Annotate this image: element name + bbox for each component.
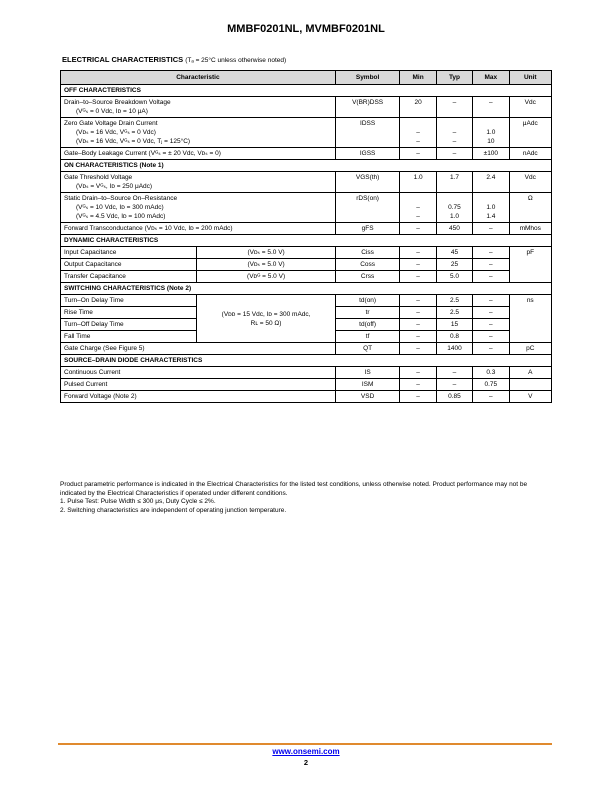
- disclaimer-text: Product parametric performance is indicated in the Electrical Characteristics for the listed test conditions, unless otherwise noted. Product performance may not be indicated by the Electrical Characteristics if operated under different conditions.: [60, 481, 528, 497]
- table-header-row: [61, 71, 552, 85]
- col-header-min: Min: [400, 71, 436, 85]
- section-title-text: ELECTRICAL CHARACTERISTICS: [62, 55, 184, 64]
- table-row: Output Capacitance (Vᴅₛ = 5.0 V) Coss – 25 –: [61, 259, 552, 271]
- electrical-characteristics-table: [60, 70, 552, 403]
- table-row: Forward Voltage (Note 2) VSD – 0.85 – V: [61, 391, 552, 403]
- table-row: Gate Threshold Voltage (Vᴅₛ = Vᴳₛ, Iᴅ = 250 μAdc) VGS(th) 1.0 1.7 2.4 Vdc: [61, 172, 552, 193]
- table-row: Forward Transconductance (Vᴅₛ = 10 Vdc, Iᴅ = 200 mAdc) gFS – 450 – mMhos: [61, 223, 552, 235]
- col-header-unit: Unit: [509, 71, 551, 85]
- group-header-on: ON CHARACTERISTICS (Note 1): [61, 160, 552, 172]
- table-row: Gate–Body Leakage Current (Vᴳₛ = ± 20 Vdc, Vᴅₛ = 0) IGSS – – ±100 nAdc: [61, 148, 552, 160]
- table-row: Static Drain–to–Source On–Resistance (Vᴳₛ = 10 Vdc, Iᴅ = 300 mAdc) (Vᴳₛ = 4.5 Vdc, Iᴅ = 100 mAdc) rDS(on) – – 0.75 1.0 1.0 1.4 Ω: [61, 193, 552, 223]
- table-row: Rise Time tr – 2.5 –: [61, 307, 552, 319]
- table-row: Gate Charge (See Figure 5) QT – 1400 – pC: [61, 343, 552, 355]
- table-row: Input Capacitance (Vᴅₛ = 5.0 V) Ciss – 45 – pF: [61, 247, 552, 259]
- col-header-characteristic: Characteristic: [61, 71, 336, 85]
- table-row: Turn–Off Delay Time td(off) – 15 –: [61, 319, 552, 331]
- website-link[interactable]: www.onsemi.com: [272, 747, 340, 756]
- table-row: Turn–On Delay Time (Vᴅᴅ = 15 Vdc, Iᴅ = 300 mAdc, Rʟ = 50 Ω) td(on) – 2.5 – ns: [61, 295, 552, 307]
- table-row: Transfer Capacitance (Vᴅᴳ = 5.0 V) Crss – 5.0 –: [61, 271, 552, 283]
- group-header-dynamic: DYNAMIC CHARACTERISTICS: [61, 235, 552, 247]
- col-header-max: Max: [473, 71, 509, 85]
- col-header-symbol: Symbol: [335, 71, 400, 85]
- group-header-switching: SWITCHING CHARACTERISTICS (Note 2): [61, 283, 552, 295]
- note-2: 2. Switching characteristics are independent of operating junction temperature.: [60, 506, 287, 514]
- table-row: Zero Gate Voltage Drain Current (Vᴅₛ = 16 Vdc, Vᴳₛ = 0 Vdc) (Vᴅₛ = 16 Vdc, Vᴳₛ = 0 Vdc, Tⱼ = 125°C) IDSS – – – – 1.0 10 μAdc: [61, 118, 552, 148]
- document-title: MMBF0201NL, MVMBF0201NL: [227, 23, 385, 35]
- table-row: Drain–to–Source Breakdown Voltage (Vᴳₛ = 0 Vdc, Iᴅ = 10 μA) V(BR)DSS 20 – – Vdc: [61, 97, 552, 118]
- group-header-off: OFF CHARACTERISTICS: [61, 85, 552, 97]
- section-title: [62, 55, 286, 64]
- section-subtitle: (Tₐ = 25°C unless otherwise noted): [185, 57, 287, 64]
- footer-divider: [58, 743, 552, 745]
- notes: [60, 481, 554, 515]
- group-header-source-drain: SOURCE–DRAIN DIODE CHARACTERISTICS: [61, 355, 552, 367]
- col-header-typ: Typ: [436, 71, 472, 85]
- table-row: Fall Time tf – 0.8 –: [61, 331, 552, 343]
- page-number: 2: [303, 758, 309, 767]
- table-row: Continuous Current IS – – 0.3 A: [61, 367, 552, 379]
- note-1: 1. Pulse Test: Pulse Width ≤ 300 μs, Duty Cycle ≤ 2%.: [60, 498, 216, 505]
- table-row: Pulsed Current ISM – – 0.75: [61, 379, 552, 391]
